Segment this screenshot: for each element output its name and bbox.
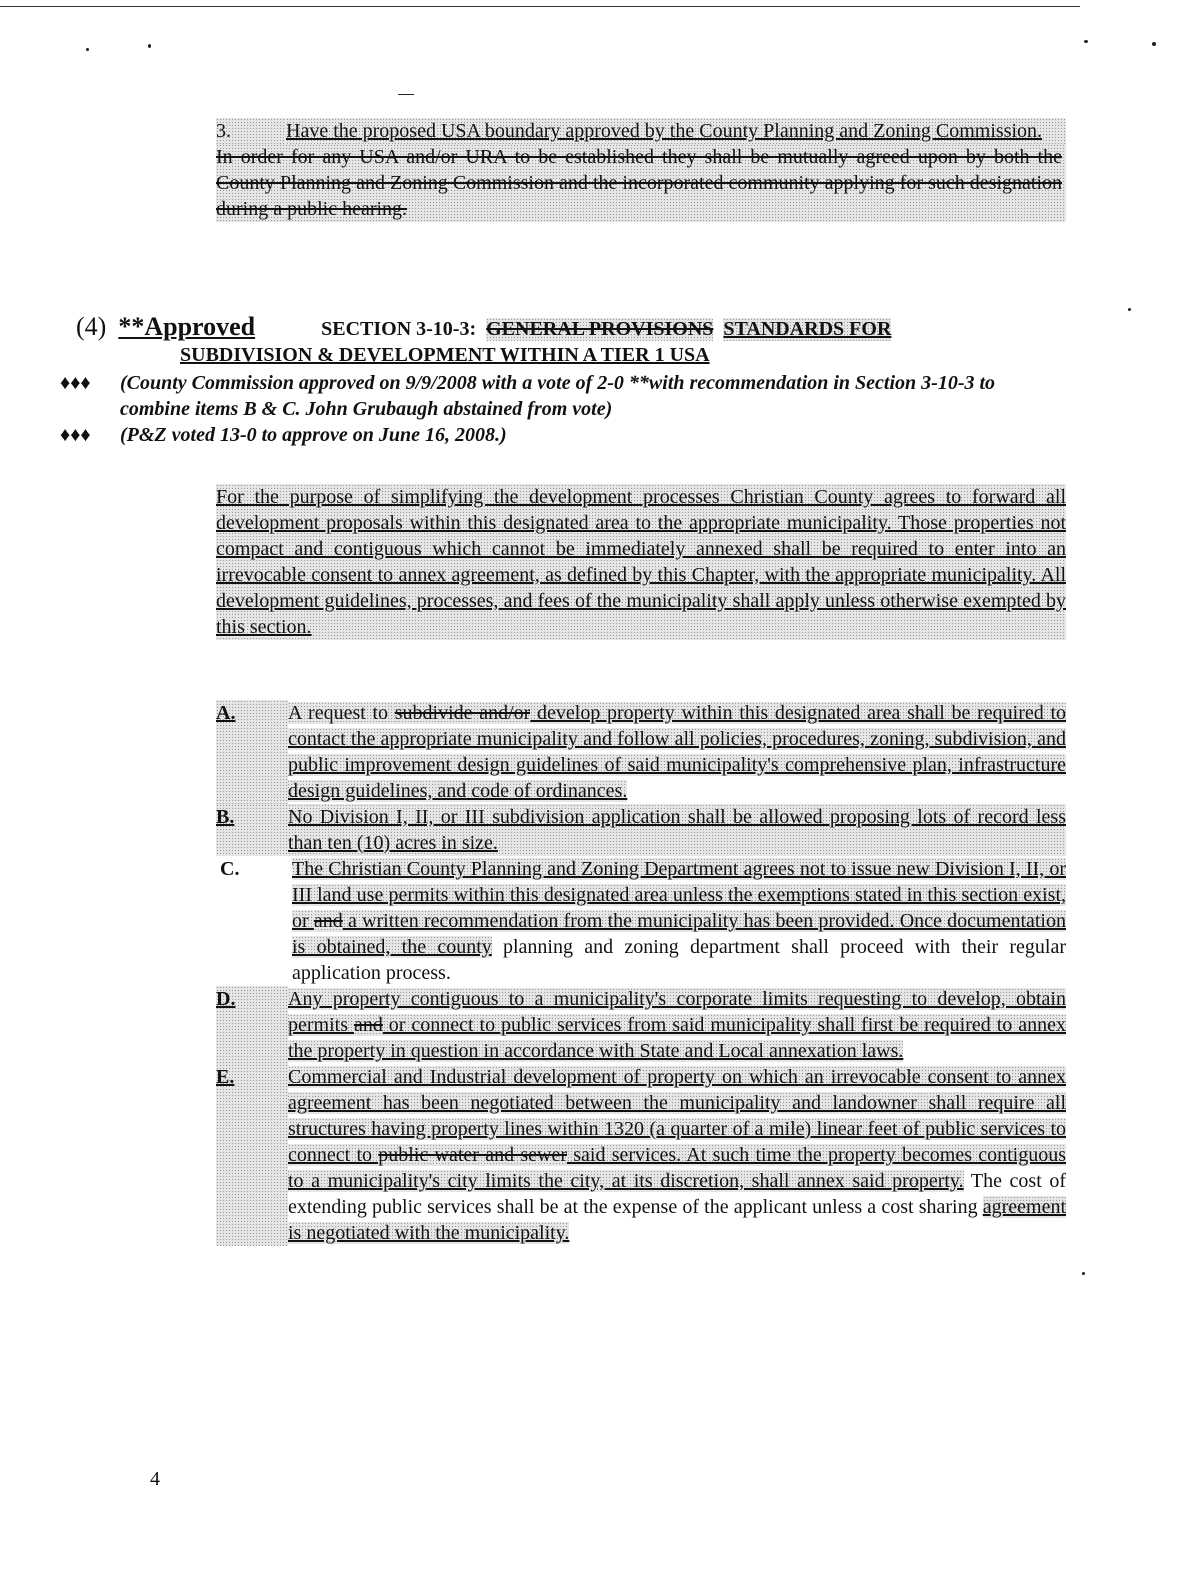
- item-label: C.: [220, 858, 240, 880]
- struck-text: and: [313, 910, 343, 932]
- struck-text: subdivide and/or: [394, 702, 531, 724]
- old-title: GENERAL PROVISIONS: [486, 318, 714, 340]
- scan-speck: [398, 94, 414, 95]
- list-item-c: [216, 856, 1066, 986]
- diamond-bullet-icon: ♦♦♦: [60, 424, 91, 446]
- approved-label: **Approved: [118, 312, 256, 341]
- item-text: Any property contiguous to a municipality's corporate limits requesting to develop, obtain permits: [288, 988, 1066, 1036]
- item-text: No Division I, II, or III subdivision application shall be allowed proposing lots of record less than ten (10) acres in size.: [288, 806, 1066, 854]
- section-heading: [76, 312, 1066, 367]
- section-number: SECTION 3-10-3:: [321, 318, 477, 340]
- item-text: The Christian County Planning and Zoning Department agrees not to issue new Division I, II, or III land use permits within this designated area unless the exemptions stated in this section exist, or: [292, 858, 1066, 932]
- list-item-a: [216, 700, 1066, 804]
- item-label: B.: [216, 804, 288, 856]
- scan-speck: [1128, 308, 1131, 311]
- item-text: A request to: [288, 702, 395, 724]
- list-item-b: [216, 804, 1066, 856]
- item-text-plain: The cost of extending public services shall be at the expense of the applicant unless a cost sharing: [288, 1170, 1066, 1218]
- note-item: [60, 370, 1070, 422]
- item-text: Commercial and Industrial development of property on which an irrevocable consent to annex agreement has been negotiated between the municipality and landowner shall require all structures having property lines within 1320 (a quarter of a mile) linear feet of public services to connect to: [288, 1066, 1066, 1166]
- item-text: or connect to public services from said municipality shall first be required to annex the property in question in accordance with State and Local annexation laws.: [288, 1014, 1066, 1062]
- struck-paragraph: In order for any USA and/or URA to be established they shall be mutually agreed upon by both the County Planning and Zoning Commission and the incorporated community applying for such designation during a public hearing.: [216, 144, 1066, 222]
- top-block: [216, 118, 1066, 222]
- item-label: D.: [216, 986, 288, 1064]
- scan-speck: [1082, 1272, 1085, 1275]
- heading-number: (4): [76, 312, 107, 341]
- scan-speck: [1152, 42, 1156, 46]
- struck-text: and: [353, 1014, 383, 1036]
- page-number: 4: [150, 1468, 160, 1490]
- list-item-d: [216, 986, 1066, 1064]
- item-label: E.: [216, 1064, 288, 1246]
- item-text: agreement is negotiated with the municipality.: [288, 1196, 1067, 1244]
- scan-speck: [148, 44, 151, 48]
- note-text: (P&Z voted 13-0 to approve on June 16, 2008.): [120, 424, 507, 446]
- scan-speck: [1084, 40, 1088, 43]
- item-text: Have the proposed USA boundary approved by the County Planning and Zoning Commission.: [286, 118, 1066, 144]
- item-text: a written recommendation from the municipality has been provided. Once documentation is obtained, the county: [292, 910, 1066, 958]
- new-title-line-2: SUBDIVISION & DEVELOPMENT WITHIN A TIER 1 USA: [180, 344, 710, 366]
- list-item-3: [216, 118, 1066, 144]
- scan-speck: [86, 48, 89, 51]
- item-label: A.: [216, 700, 288, 804]
- scan-top-border: [0, 6, 1080, 7]
- provision-list: [216, 700, 1066, 1246]
- item-text: develop property within this designated area shall be required to contact the appropriate municipality and follow all policies, procedures, zoning, subdivision, and public improvement design guidelines of said municipality's comprehensive plan, infrastructure design guidelines, and code of ordinances.: [288, 702, 1066, 802]
- diamond-bullet-icon: ♦♦♦: [60, 372, 91, 394]
- intro-paragraph: For the purpose of simplifying the development processes Christian County agrees to forward all development proposals within this designated area to the appropriate municipality. Those properties not compact and contiguous which cannot be immediately annexed shall be required to enter into an irrevocable consent to annex agreement, as defined by this Chapter, with the appropriate municipality. All development guidelines, processes, and fees of the municipality shall apply unless otherwise exempted by this section.: [216, 486, 1066, 638]
- item-number: 3.: [216, 118, 286, 144]
- note-text: (County Commission approved on 9/9/2008 with a vote of 2-0 **with recommendation in Section 3-10-3 to combine items B & C. John Grubaugh abstained from vote): [120, 372, 996, 420]
- note-item: [60, 422, 1070, 448]
- list-item-e: [216, 1064, 1066, 1246]
- approval-notes: [60, 370, 1070, 448]
- item-text: said services. At such time the property becomes contiguous to a municipality's city limits the city, at its discretion, shall annex said property.: [288, 1144, 1067, 1192]
- struck-text: public water and sewer: [378, 1144, 567, 1166]
- new-title: STANDARDS FOR: [723, 318, 892, 340]
- item-text-plain: planning and zoning department shall proceed with their regular application process.: [292, 936, 1066, 984]
